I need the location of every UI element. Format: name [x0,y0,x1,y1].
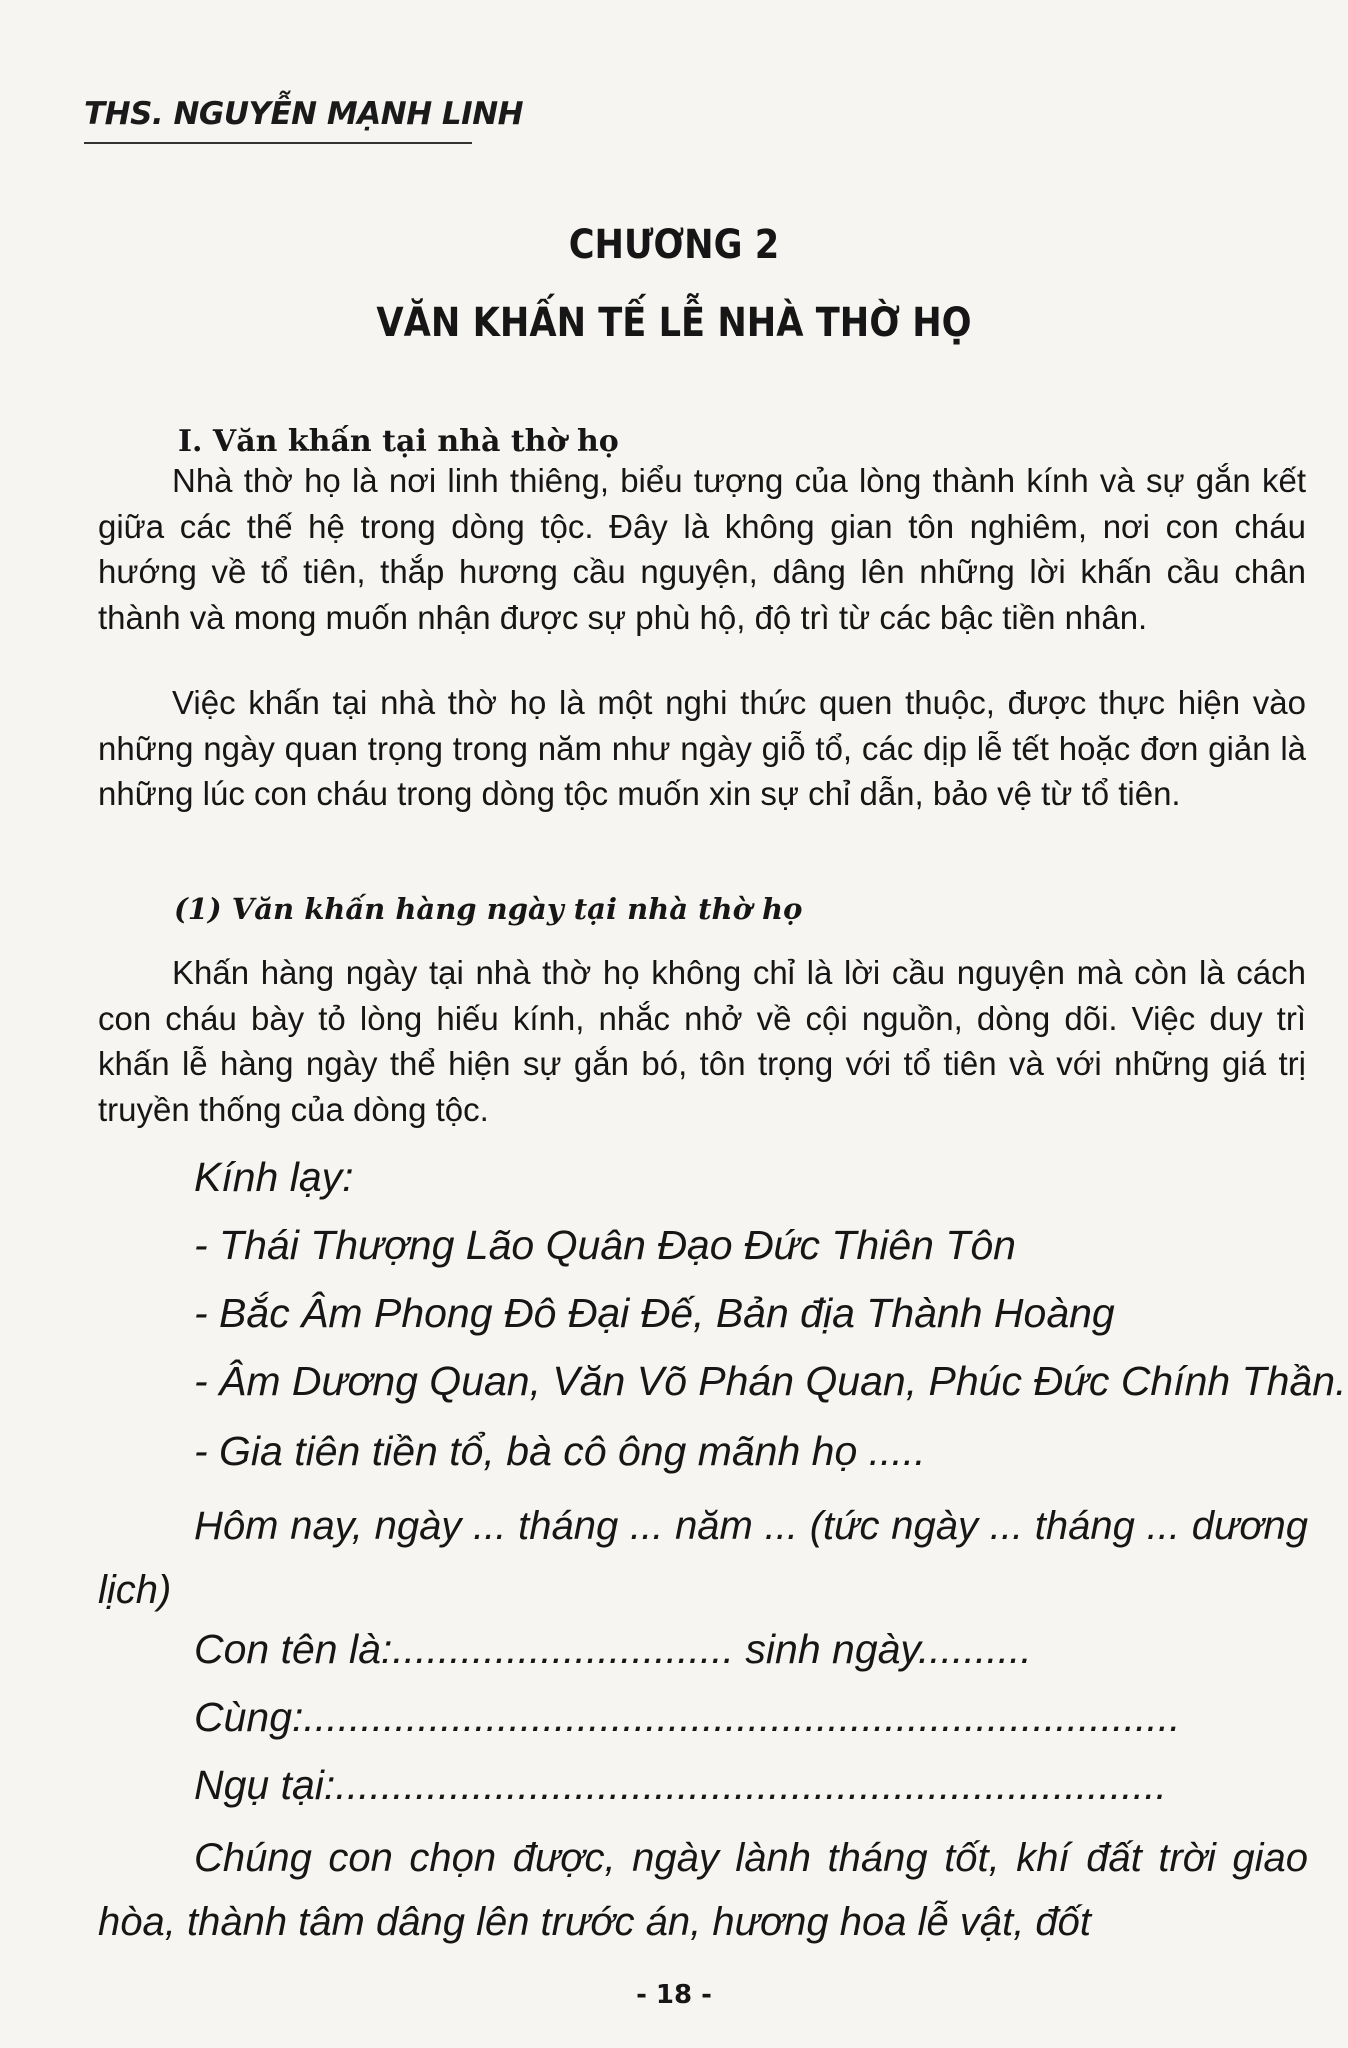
prayer-line-name: Con tên là:.............................. sinh ngày.......... [194,1626,1032,1672]
body-paragraph-2: Việc khấn tại nhà thờ họ là một nghi thức quen thuộc, được thực hiện vào những ngày quan trọng trong năm như ngày giỗ tổ, các dịp lễ tết hoặc đơn giản là những lúc con cháu trong dòng tộc muốn xin sự chỉ dẫn, bảo vệ từ tổ tiên. [98,684,1306,812]
prayer-line-salutation: Kính lạy: [194,1154,354,1200]
prayer-line-deity-1: - Thái Thượng Lão Quân Đạo Đức Thiên Tôn [194,1222,1016,1268]
chapter-subtitle: VĂN KHẤN TẾ LỄ NHÀ THỜ HỌ [376,300,972,346]
prayer-line-deity-3: - Âm Dương Quan, Văn Võ Phán Quan, Phúc Đức Chính Thần. [194,1358,1347,1404]
prayer-line-deity-2: - Bắc Âm Phong Đô Đại Đế, Bản địa Thành Hoàng [194,1290,1115,1336]
chapter-title: CHƯƠNG 2 [568,222,780,268]
prayer-line-address: Ngụ tại:......................................................................... [194,1762,1167,1808]
running-head: THS. NGUYỄN MẠNH LINH [84,96,524,132]
prayer-line-date: Hôm nay, ngày ... tháng ... năm ... (tức ngày ... tháng ... dương lịch) [98,1504,1308,1612]
section-heading: I. Văn khấn tại nhà thờ họ [178,424,619,459]
running-head-rule [84,142,472,144]
body-paragraph-3: Khấn hàng ngày tại nhà thờ họ không chỉ là lời cầu nguyện mà còn là cách con cháu bày tỏ lòng hiếu kính, nhắc nhở về cội nguồn, dòng dõi. Việc duy trì khấn lễ hàng ngày thể hiện sự gắn bó, tôn trọng với tổ tiên và với những giá trị truyền thống của dòng tộc. [98,954,1306,1128]
page-number: - 18 - [636,1980,712,2010]
prayer-line-offering: Chúng con chọn được, ngày lành tháng tốt, khí đất trời giao hòa, thành tâm dâng lên trước án, hương hoa lễ vật, đốt [98,1836,1308,1944]
prayer-line-ancestors: - Gia tiên tiền tổ, bà cô ông mãnh họ ..... [194,1428,926,1474]
subsection-heading: (1) Văn khấn hàng ngày tại nhà thờ họ [174,892,803,926]
prayer-line-with: Cùng:............................................................................. [194,1694,1181,1740]
body-paragraph-1: Nhà thờ họ là nơi linh thiêng, biểu tượng của lòng thành kính và sự gắn kết giữa các thế hệ trong dòng tộc. Đây là không gian tôn nghiêm, nơi con cháu hướng về tổ tiên, thắp hương cầu nguyện, dâng lên những lời khấn cầu chân thành và mong muốn nhận được sự phù hộ, độ trì từ các bậc tiền nhân. [98,462,1306,636]
